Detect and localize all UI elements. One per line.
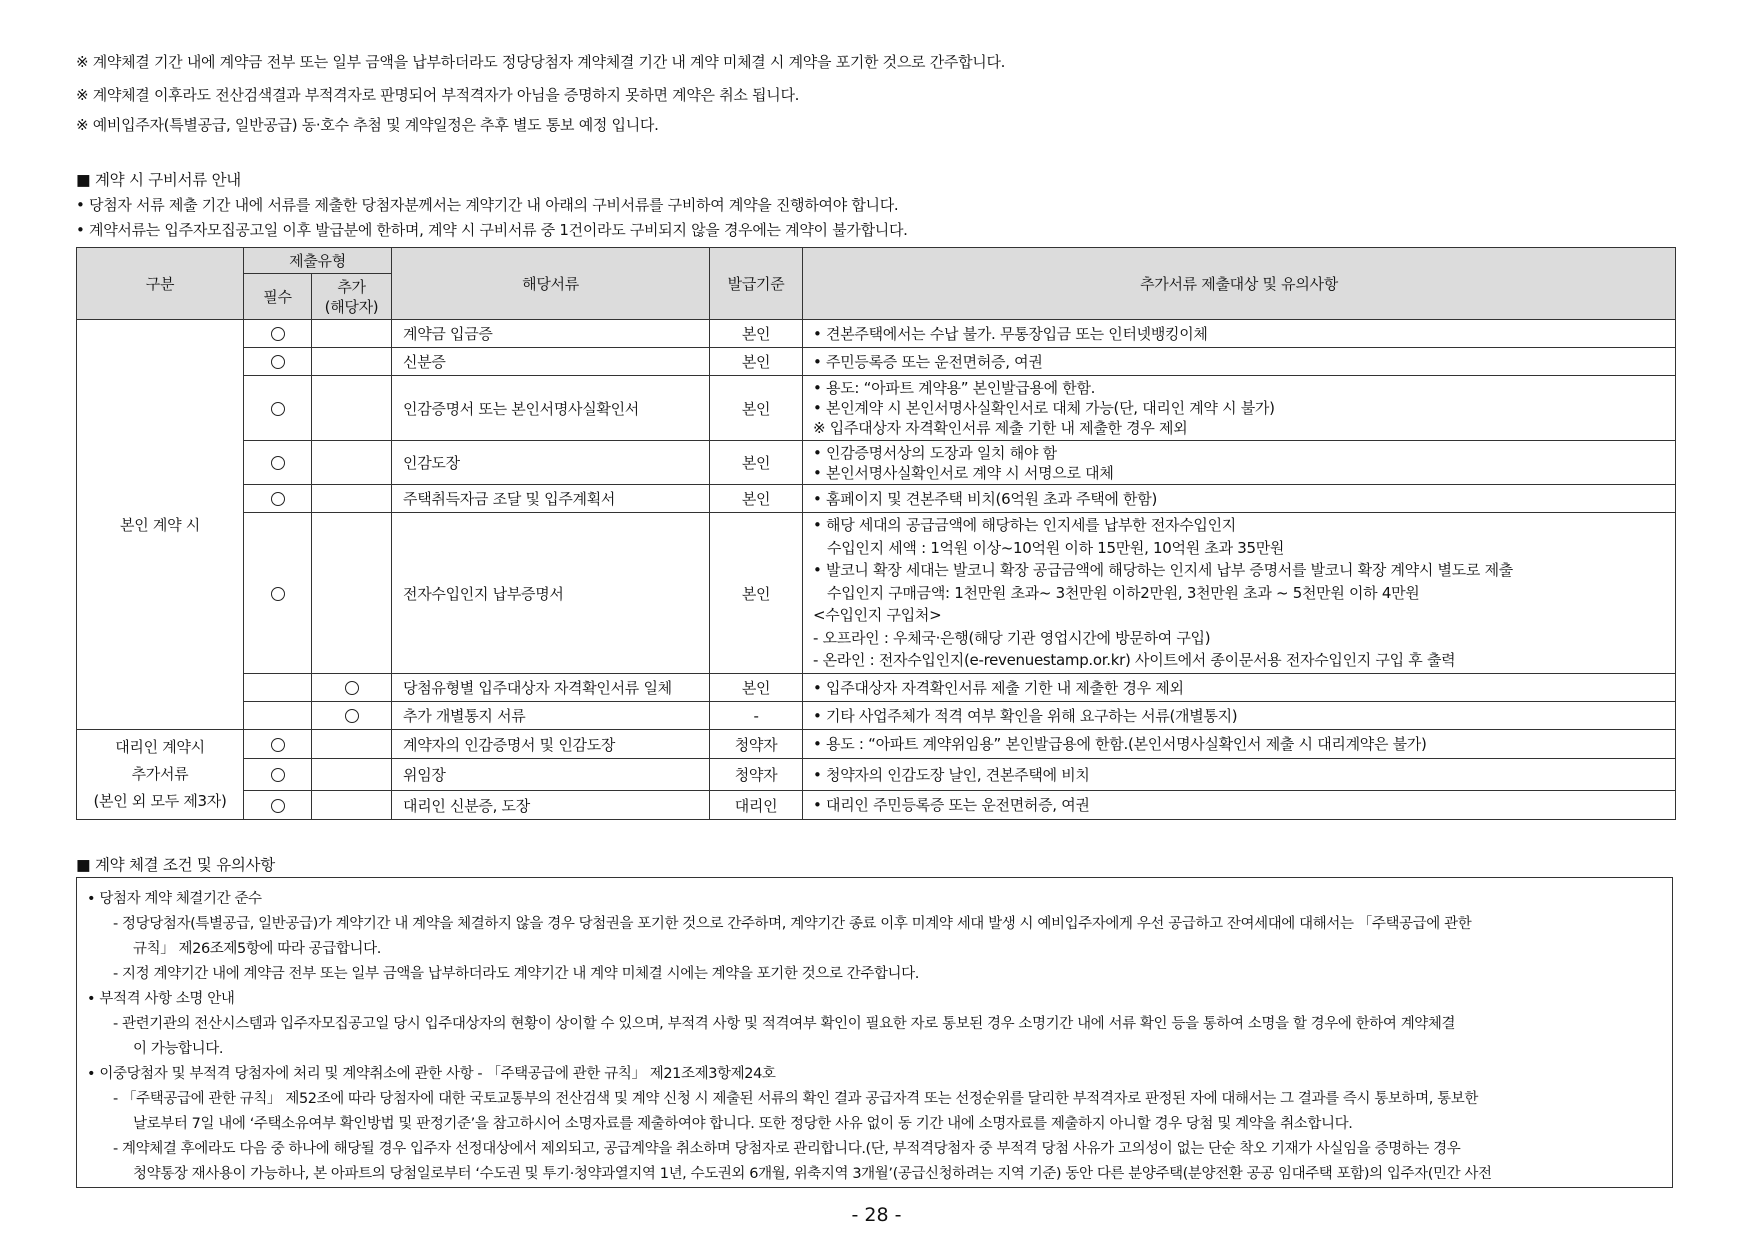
extra-cell — [312, 376, 392, 441]
extra-mark — [312, 702, 392, 730]
condition-detail-cont: 날로부터 7일 내에 ‘주택소유여부 확인방법 및 판정기준’을 참고하시어 소명자료를 제출하여야 합니다. 또한 정당한 사유 없이 동 기간 내에 소명자료를 제출하지 아니할 경우 당첨 및 계약을 취소합니다. — [133, 1116, 1353, 1132]
condition-detail: - 지정 계약기간 내에 계약금 전부 또는 일부 금액을 납부하더라도 계약기간 내 계약 미체결 시에는 계약을 포기한 것으로 간주합니다. — [113, 966, 919, 982]
doc-notes — [803, 320, 1676, 348]
doc-name: 계약자의 인감증명서 및 인감도장 — [392, 730, 710, 759]
note-line: • 대리인 주민등록증 또는 운전면허증, 여권 — [813, 796, 1090, 814]
header-issue-basis: 발급기준 — [710, 248, 803, 320]
condition-item: • 이중당첨자 및 부적격 당첨자에 처리 및 계약취소에 관한 사항 - 「주택공급에 관한 규칙」 제21조제3항제24호 — [87, 1066, 776, 1082]
group-line: 추가서류 — [131, 765, 189, 783]
doc-notes — [803, 674, 1676, 702]
note-line: • 홈페이지 및 견본주택 비치(6억원 초과 주택에 한함) — [813, 489, 1157, 508]
bullet-text: • 계약서류는 입주자모집공고일 이후 발급분에 한하며, 계약 시 구비서류 중 1건이라도 구비되지 않을 경우에는 계약이 불가합니다. — [76, 221, 908, 239]
extra-cell — [312, 441, 392, 485]
extra-cell — [312, 348, 392, 376]
table-row — [77, 513, 1676, 674]
required-mark — [244, 730, 312, 759]
condition-detail-cont: 이 가능합니다. — [133, 1041, 224, 1057]
group-line: (본인 외 모두 제3자) — [93, 792, 227, 810]
issue-basis: 본인 — [710, 485, 803, 513]
section-title: ■ 계약 시 구비서류 안내 — [76, 171, 241, 189]
condition-detail: - 정당당첨자(특별공급, 일반공급)가 계약기간 내 계약을 체결하지 않을 경우 당첨권을 포기한 것으로 간주하며, 계약기간 종료 이후 미계약 세대 발생 시 예비입주자에게 우선 공급하고 잔여세대에 대해서는 「주택공급에 관한 — [113, 916, 1472, 932]
header-required: 필수 — [244, 274, 312, 320]
note-line: • 입주대상자 자격확인서류 제출 기한 내 제출한 경우 제외 — [813, 678, 1184, 697]
condition-item: • 당첨자 계약 체결기간 준수 — [87, 891, 262, 907]
documents-table — [76, 247, 1676, 820]
issue-basis: - — [710, 702, 803, 730]
doc-name: 인감도장 — [392, 441, 710, 485]
note-line: • 발코니 확장 세대는 발코니 확장 공급금액에 해당하는 인지세 납부 증명서를 발코니 확장 계약시 별도로 제출 — [813, 561, 1513, 580]
section-title: ■ 계약 체결 조건 및 유의사항 — [76, 856, 275, 874]
required-mark — [244, 759, 312, 791]
issue-basis: 본인 — [710, 376, 803, 441]
doc-name: 계약금 입금증 — [392, 320, 710, 348]
conditions-box — [76, 877, 1673, 1188]
table-row — [77, 674, 1676, 702]
circle-icon — [345, 681, 359, 695]
group-line: 대리인 계약시 — [115, 738, 205, 756]
required-mark — [244, 791, 312, 820]
note-line: • 인감증명서상의 도장과 일치 해야 함 — [813, 443, 1057, 462]
note-line: • 견본주택에서는 수납 불가. 무통장입금 또는 인터넷뱅킹이체 — [813, 324, 1208, 343]
issue-basis: 본인 — [710, 513, 803, 674]
issue-basis: 청약자 — [710, 730, 803, 759]
doc-notes — [803, 702, 1676, 730]
notice-line: ※ 계약체결 기간 내에 계약금 전부 또는 일부 금액을 납부하더라도 정당당첨자 계약체결 기간 내 계약 미체결 시 계약을 포기한 것으로 간주합니다. — [76, 53, 1006, 71]
table-row — [77, 702, 1676, 730]
note-line: • 본인계약 시 본인서명사실확인서로 대체 가능(단, 대리인 계약 시 불가) — [813, 399, 1275, 417]
required-mark — [244, 513, 312, 674]
issue-basis: 본인 — [710, 674, 803, 702]
header-extra-line2: (해당자) — [324, 297, 379, 316]
header-submit-type: 제출유형 — [244, 248, 392, 274]
circle-icon — [271, 402, 285, 416]
doc-name: 주택취득자금 조달 및 입주계획서 — [392, 485, 710, 513]
header-extra-line1: 추가 — [337, 277, 366, 296]
extra-cell — [312, 320, 392, 348]
circle-icon — [271, 456, 285, 470]
note-line: • 해당 세대의 공급금액에 해당하는 인지세를 납부한 전자수입인지 — [813, 516, 1236, 535]
circle-icon — [271, 799, 285, 813]
doc-name: 대리인 신분증, 도장 — [392, 791, 710, 820]
circle-icon — [271, 738, 285, 752]
extra-cell — [312, 759, 392, 791]
doc-name: 당첨유형별 입주대상자 자격확인서류 일체 — [392, 674, 710, 702]
issue-basis: 청약자 — [710, 759, 803, 791]
table-row — [77, 759, 1676, 791]
required-mark — [244, 320, 312, 348]
doc-notes — [803, 485, 1676, 513]
note-line: - 온라인 : 전자수입인지(e-revenuestamp.or.kr) 사이트에서 종이문서용 전자수입인지 구입 후 출력 — [813, 651, 1456, 670]
extra-mark — [312, 674, 392, 702]
table-row — [77, 485, 1676, 513]
table-row — [77, 730, 1676, 759]
extra-cell — [312, 791, 392, 820]
group-self-contract: 본인 계약 시 — [77, 320, 244, 730]
page-number: - 28 - — [851, 1204, 902, 1226]
required-cell — [244, 674, 312, 702]
issue-basis: 본인 — [710, 320, 803, 348]
condition-detail: - 계약체결 후에라도 다음 중 하나에 해당될 경우 입주자 선정대상에서 제외되고, 공급계약을 취소하며 당첨자로 관리합니다.(단, 부적격당첨자 중 부적격 당첨 사유가 고의성이 없는 단순 착오 기재가 사실임을 증명하는 경우 — [113, 1141, 1461, 1157]
issue-basis: 본인 — [710, 441, 803, 485]
note-line: <수입인지 구입처> — [813, 606, 942, 625]
note-line: 수입인지 세액 : 1억원 이상~10억원 이하 15만원, 10억원 초과 35만원 — [827, 538, 1285, 557]
note-line: • 용도: “아파트 계약용” 본인발급용에 한함. — [813, 379, 1096, 397]
table-row — [77, 441, 1676, 485]
doc-name: 인감증명서 또는 본인서명사실확인서 — [392, 376, 710, 441]
condition-detail-cont: 규칙」 제26조제5항에 따라 공급합니다. — [133, 941, 381, 957]
table-row — [77, 376, 1676, 441]
doc-notes — [803, 441, 1676, 485]
doc-name: 추가 개별통지 서류 — [392, 702, 710, 730]
bullet-text: • 당첨자 서류 제출 기간 내에 서류를 제출한 당첨자분께서는 계약기간 내 아래의 구비서류를 구비하여 계약을 진행하여야 합니다. — [76, 196, 899, 214]
note-line: ※ 입주대상자 자격확인서류 제출 기한 내 제출한 경우 제외 — [813, 419, 1188, 437]
condition-detail: - 「주택공급에 관한 규칙」 제52조에 따라 당첨자에 대한 국토교통부의 전산검색 및 계약 신청 시 제출된 서류의 확인 결과 공급자격 또는 선정순위를 달리한 부적격자로 판정된 자에 대해서는 그 결과를 즉시 통보하며, 통보한 — [113, 1091, 1478, 1107]
doc-name: 위임장 — [392, 759, 710, 791]
required-mark — [244, 441, 312, 485]
condition-detail-cont: 청약통장 재사용이 가능하나, 본 아파트의 당첨일로부터 ‘수도권 및 투기·청약과열지역 1년, 수도권외 6개월, 위축지역 3개월’(공급신청하려는 지역 기준) 동안 다른 분양주택(분양전환 공공 임대주택 포함)의 입주자(민간 사전 — [133, 1166, 1492, 1182]
notice-line: ※ 예비입주자(특별공급, 일반공급) 동·호수 추첨 및 계약일정은 추후 별도 통보 예정 입니다. — [76, 116, 659, 134]
note-line: • 기타 사업주체가 적격 여부 확인을 위해 요구하는 서류(개별통지) — [813, 706, 1238, 725]
note-line: - 오프라인 : 우체국·은행(해당 기관 영업시간에 방문하여 구입) — [813, 628, 1211, 647]
circle-icon — [271, 768, 285, 782]
doc-notes — [803, 791, 1676, 820]
header-extra — [312, 274, 392, 320]
doc-name: 신분증 — [392, 348, 710, 376]
circle-icon — [271, 327, 285, 341]
header-document: 해당서류 — [392, 248, 710, 320]
required-mark — [244, 348, 312, 376]
doc-notes — [803, 730, 1676, 759]
doc-notes — [803, 376, 1676, 441]
table-row — [77, 791, 1676, 820]
condition-detail: - 관련기관의 전산시스템과 입주자모집공고일 당시 입주대상자의 현황이 상이할 수 있으며, 부적격 사항 및 적격여부 확인이 필요한 자로 통보된 경우 소명기간 내에 서류 확인 등을 통하여 소명을 할 경우에 한하여 계약체결 — [113, 1016, 1456, 1032]
header-notes: 추가서류 제출대상 및 유의사항 — [803, 248, 1676, 320]
note-line: • 용도 : “아파트 계약위임용” 본인발급용에 한함.(본인서명사실확인서 제출 시 대리계약은 불가) — [813, 735, 1427, 753]
issue-basis: 본인 — [710, 348, 803, 376]
note-line: • 본인서명사실확인서로 계약 시 서명으로 대체 — [813, 463, 1114, 482]
required-mark — [244, 376, 312, 441]
condition-item: • 부적격 사항 소명 안내 — [87, 991, 235, 1007]
note-line: • 청약자의 인감도장 날인, 견본주택에 비치 — [813, 765, 1090, 784]
issue-basis: 대리인 — [710, 791, 803, 820]
circle-icon — [271, 587, 285, 601]
group-proxy-contract — [77, 730, 244, 820]
note-line: • 주민등록증 또는 운전면허증, 여권 — [813, 352, 1043, 371]
extra-cell — [312, 485, 392, 513]
circle-icon — [271, 492, 285, 506]
note-line: 수입인지 구매금액: 1천만원 초과~ 3천만원 이하2만원, 3천만원 초과 ~ 5천만원 이하 4만원 — [827, 583, 1420, 602]
table-row — [77, 348, 1676, 376]
doc-notes — [803, 759, 1676, 791]
extra-cell — [312, 730, 392, 759]
required-cell — [244, 702, 312, 730]
circle-icon — [271, 355, 285, 369]
notice-line: ※ 계약체결 이후라도 전산검색결과 부적격자로 판명되어 부적격자가 아님을 증명하지 못하면 계약은 취소 됩니다. — [76, 86, 800, 104]
doc-notes — [803, 348, 1676, 376]
header-category: 구분 — [77, 248, 244, 320]
circle-icon — [345, 709, 359, 723]
doc-notes — [803, 513, 1676, 674]
required-mark — [244, 485, 312, 513]
doc-name: 전자수입인지 납부증명서 — [392, 513, 710, 674]
table-row — [77, 320, 1676, 348]
extra-cell — [312, 513, 392, 674]
